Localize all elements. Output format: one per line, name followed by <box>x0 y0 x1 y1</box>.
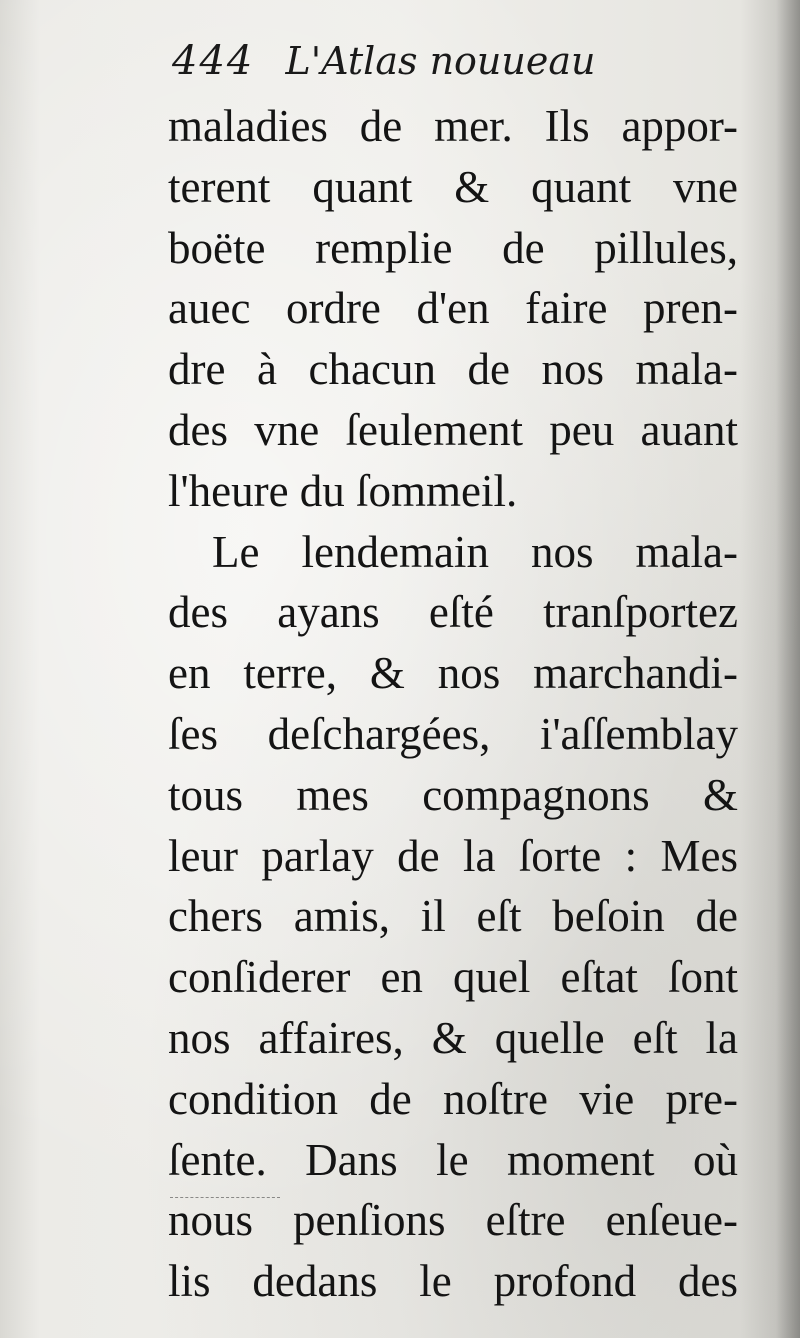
text-line: terent quant & quant vne <box>168 161 738 212</box>
text-line: en terre, & nos marchandi- <box>168 648 738 699</box>
text-line: nos affaires, & quelle eſt la <box>168 1012 738 1063</box>
page-edge-shadow <box>776 0 800 1338</box>
text-line: des ayans eſté tranſportez <box>168 587 738 638</box>
running-title: L'Atlas nouueau <box>285 39 596 83</box>
text-line: leur parlay de la ſorte : Mes <box>168 830 738 881</box>
text-line: boëte remplie de pillules, <box>168 222 738 273</box>
paragraph-start-line: Le lendemain nos mala- <box>212 526 738 577</box>
bottom-rule <box>170 1197 280 1198</box>
text-line: ſente. Dans le moment où <box>168 1134 738 1185</box>
text-line: tous mes compagnons & <box>168 769 738 820</box>
text-line: nous penſions eſtre enſeue- <box>168 1195 738 1246</box>
text-line: dre à chacun de nos mala- <box>168 344 738 395</box>
text-line: ſes deſchargées, i'aſſemblay <box>168 708 738 759</box>
running-head <box>172 38 772 98</box>
text-line: condition de noſtre vie pre- <box>168 1073 738 1124</box>
page-number: 444 <box>172 38 255 84</box>
text-line: conſiderer en quel eſtat ſont <box>168 952 738 1003</box>
body-text <box>168 96 738 1312</box>
text-line: chers amis, il eſt beſoin de <box>168 891 738 942</box>
text-line: des vne ſeulement peu auant <box>168 404 738 455</box>
text-line: maladies de mer. Ils appor- <box>168 101 738 151</box>
paragraph-end-line: l'heure du ſommeil. <box>168 465 518 516</box>
text-line: lis dedans le profond des <box>168 1256 738 1307</box>
text-line: auec ordre d'en faire pren- <box>168 283 738 334</box>
